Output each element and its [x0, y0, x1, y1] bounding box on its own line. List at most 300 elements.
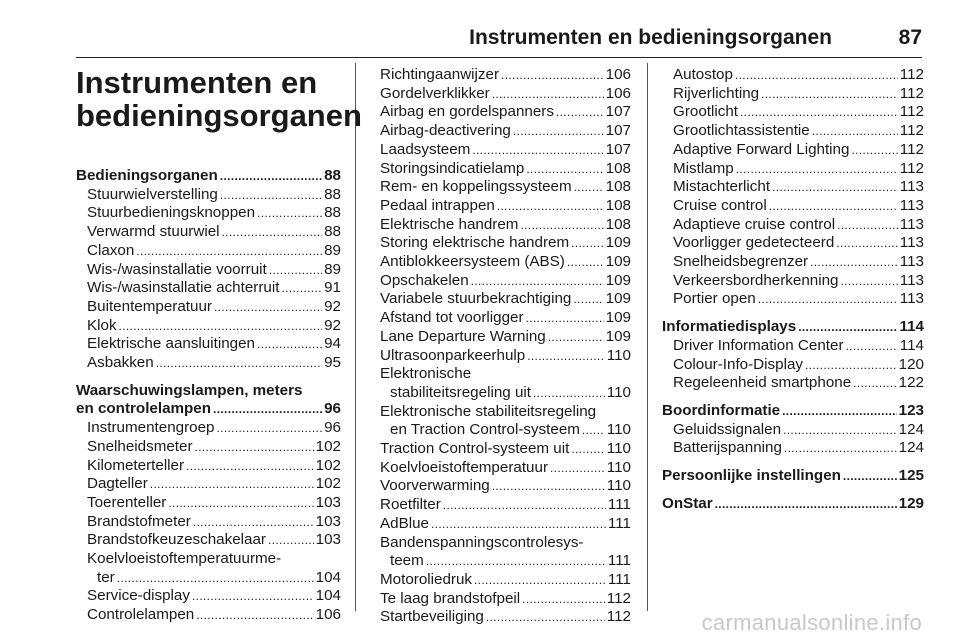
- column-divider: [355, 63, 356, 611]
- dot-leader: [846, 337, 898, 356]
- dot-leader: [474, 571, 606, 590]
- dot-leader: [548, 328, 604, 347]
- toc-entry-text: Te laag brandstofpeil: [380, 589, 521, 607]
- toc-page-number: 107: [605, 103, 631, 121]
- dot-leader: [798, 318, 897, 337]
- toc-entry-text: Waarschuwingslampen, meters: [76, 381, 303, 399]
- toc-entry[interactable]: [369, 103, 631, 122]
- toc-entry[interactable]: [369, 160, 631, 179]
- toc-page-number: 110: [606, 477, 631, 495]
- dot-leader: [220, 186, 322, 205]
- toc-entry-text: Grootlicht: [673, 103, 738, 121]
- dot-leader: [840, 272, 897, 291]
- dot-leader: [486, 608, 605, 627]
- toc-entry-text: Controlelampen: [87, 606, 195, 624]
- toc-entry[interactable]: [662, 272, 924, 291]
- dot-leader: [269, 261, 322, 280]
- toc-entry-text: Traction Control-systeem uit: [380, 440, 570, 458]
- toc-entry-text: Batterijspanning: [673, 439, 782, 457]
- toc-page-number: 111: [607, 496, 631, 514]
- toc-entry-text: Mistlamp: [673, 159, 734, 177]
- toc-page-number: 110: [606, 383, 631, 401]
- toc-entry-text: en Traction Control-systeem: [390, 421, 580, 439]
- toc-page-number: 113: [899, 290, 924, 308]
- toc-entry-text: Persoonlijke instellingen: [662, 467, 841, 485]
- dot-leader: [150, 475, 314, 494]
- toc-page-number: 109: [605, 234, 631, 252]
- toc-section[interactable]: [662, 402, 924, 421]
- toc-page-number: 89: [324, 260, 341, 278]
- dot-leader: [268, 531, 314, 550]
- dot-leader: [574, 178, 604, 197]
- toc-entry-text: Wis-/wasinstallatie voorruit: [87, 260, 267, 278]
- toc-page-number: 88: [324, 223, 341, 241]
- toc-entry[interactable]: [76, 204, 341, 223]
- toc-page-number: 106: [315, 606, 341, 624]
- dot-leader: [117, 569, 314, 588]
- toc-page-number: 114: [899, 336, 924, 354]
- toc-entry[interactable]: [369, 309, 631, 328]
- toc-entry[interactable]: [369, 85, 631, 104]
- toc-page-number: 113: [899, 253, 924, 271]
- toc-entry[interactable]: [369, 290, 631, 309]
- toc-page-number: 123: [898, 401, 924, 419]
- dot-leader: [257, 204, 322, 223]
- toc-page-number: 109: [605, 309, 631, 327]
- toc-entry-text: Afstand tot voorligger: [380, 309, 524, 327]
- dot-leader: [740, 103, 898, 122]
- toc-entry[interactable]: [662, 337, 924, 356]
- toc-entry-text: Variabele stuurbekrachtiging: [380, 290, 572, 308]
- toc-entry[interactable]: [662, 421, 924, 440]
- toc-entry-text: Rem- en koppelingssysteem: [380, 178, 572, 196]
- toc-entry[interactable]: [662, 216, 924, 235]
- toc-section[interactable]: [662, 318, 924, 337]
- toc-entry-text: Verwarmd stuurwiel: [87, 223, 220, 241]
- toc-entry-text: Voorligger gedetecteerd: [673, 234, 835, 252]
- dot-leader: [195, 438, 314, 457]
- dot-leader: [805, 356, 897, 375]
- toc-entry[interactable]: [76, 438, 341, 457]
- dot-leader: [217, 419, 323, 438]
- toc-entry-text: Richtingaanwijzer: [380, 66, 500, 83]
- toc-entry-text: Roetfilter: [380, 496, 441, 514]
- toc-entry[interactable]: [76, 223, 341, 242]
- dot-leader: [769, 197, 898, 216]
- toc-page-number: 112: [899, 122, 924, 140]
- toc-entry-text: Wis-/wasinstallatie achterruit: [87, 279, 280, 297]
- dot-leader: [843, 467, 897, 486]
- toc-section[interactable]: [662, 495, 924, 514]
- dot-leader: [213, 400, 322, 419]
- toc-page-number: 112: [899, 66, 924, 83]
- toc-entry-text: OnStar: [662, 494, 713, 512]
- toc-entry-text: Geluidssignalen: [673, 420, 782, 438]
- toc-entry-text: Klok: [87, 316, 117, 334]
- toc-entry-text: Boordinformatie: [662, 401, 781, 419]
- toc-entry[interactable]: [369, 365, 631, 402]
- toc-page-number: 112: [899, 159, 924, 177]
- watermark: carmanualsonline.info: [701, 610, 922, 635]
- dot-leader: [571, 234, 604, 253]
- toc-entry[interactable]: [662, 253, 924, 272]
- toc-entry-text: Asbakken: [87, 354, 154, 372]
- toc-page-number: 104: [315, 568, 341, 586]
- toc-entry[interactable]: [662, 234, 924, 253]
- dot-leader: [556, 103, 604, 122]
- toc-section[interactable]: [662, 467, 924, 486]
- toc-entry-text: Elektrische handrem: [380, 215, 519, 233]
- dot-leader: [784, 439, 897, 458]
- toc-page-number: 112: [899, 84, 924, 102]
- toc-entry[interactable]: [369, 253, 631, 272]
- toc-entry[interactable]: [76, 186, 341, 205]
- toc-entry-text: Grootlichtassistentie: [673, 122, 810, 140]
- toc-page-number: 109: [605, 290, 631, 308]
- dot-leader: [758, 290, 898, 309]
- toc-page-number: 124: [898, 420, 924, 438]
- toc-entry[interactable]: [369, 272, 631, 291]
- toc-page-number: 110: [606, 421, 631, 439]
- toc-entry-text: Voorverwarming: [380, 477, 490, 495]
- dot-leader: [526, 309, 604, 328]
- dot-leader: [513, 122, 604, 141]
- dot-leader: [527, 347, 605, 366]
- toc-page-number: 92: [324, 316, 341, 334]
- running-title: Instrumenten en bedieningsorganen: [469, 26, 832, 49]
- dot-leader: [281, 279, 322, 298]
- toc-entry-text: Airbag-deactivering: [380, 122, 511, 140]
- dot-leader: [853, 374, 896, 393]
- toc-entry[interactable]: [369, 459, 631, 478]
- toc-entry[interactable]: [662, 374, 924, 393]
- toc-entry[interactable]: [76, 606, 341, 625]
- dot-leader: [192, 587, 314, 606]
- toc-page-number: 120: [898, 355, 924, 373]
- toc-entry[interactable]: [76, 550, 341, 587]
- toc-page-number: 111: [607, 570, 631, 588]
- page-number: 87: [898, 26, 922, 49]
- toc-page-number: 113: [899, 215, 924, 233]
- toc-page-number: 113: [899, 234, 924, 252]
- toc-entry[interactable]: [76, 494, 341, 513]
- toc-section[interactable]: [76, 167, 341, 186]
- toc-page-number: 125: [898, 467, 924, 485]
- dot-leader: [772, 178, 898, 197]
- toc-entry[interactable]: [369, 122, 631, 141]
- dot-leader: [119, 317, 323, 336]
- toc-entry[interactable]: [369, 234, 631, 253]
- toc-entry[interactable]: [369, 66, 631, 85]
- toc-entry-text: Buitentemperatuur: [87, 297, 212, 315]
- toc-entry[interactable]: [76, 419, 341, 438]
- toc-entry[interactable]: [662, 178, 924, 197]
- toc-entry-text: Koelvloeistoftemperatuurme-: [87, 550, 282, 568]
- toc-entry-text: Adaptieve cruise control: [673, 215, 836, 233]
- toc-column-2: [369, 66, 631, 627]
- dot-leader: [526, 160, 603, 179]
- toc-entry-text: Informatiedisplays: [662, 318, 797, 336]
- dot-leader: [472, 141, 603, 160]
- toc-page-number: 103: [315, 512, 341, 530]
- toc-page-number: 113: [899, 178, 924, 196]
- toc-entry-text: Instrumentengroep: [87, 419, 215, 437]
- dot-leader: [783, 421, 897, 440]
- toc-entry[interactable]: [76, 242, 341, 261]
- toc-entry[interactable]: [369, 347, 631, 366]
- toc-entry-text: Storing elektrische handrem: [380, 234, 570, 252]
- toc-page-number: 102: [315, 475, 341, 493]
- dot-leader: [567, 253, 604, 272]
- dot-leader: [851, 141, 897, 160]
- toc-entry[interactable]: [76, 475, 341, 494]
- toc-entry-text: Bandenspanningscontrolesys-: [380, 533, 584, 551]
- dot-leader: [196, 606, 313, 625]
- toc-page-number: 112: [606, 589, 631, 607]
- chapter-title: Instrumenten en bedieningsorganen: [76, 65, 362, 133]
- toc-page-number: 108: [605, 196, 631, 214]
- toc-page-number: 103: [315, 531, 341, 549]
- dot-leader: [782, 402, 897, 421]
- toc-entry-text: Stuurbedieningsknoppen: [87, 204, 256, 222]
- toc-entry[interactable]: [369, 403, 631, 440]
- dot-leader: [761, 85, 898, 104]
- toc-entry-text: Gordelverklikker: [380, 84, 490, 102]
- dot-leader: [156, 354, 322, 373]
- toc-entry[interactable]: [76, 298, 341, 317]
- toc-entry-text: Lane Departure Warning: [380, 327, 546, 345]
- toc-page-number: 107: [605, 140, 631, 158]
- toc-entry[interactable]: [369, 477, 631, 496]
- toc-page-number: 88: [324, 204, 341, 222]
- toc-page-number: 102: [315, 437, 341, 455]
- toc-entry-text: Brandstofmeter: [87, 512, 191, 530]
- dot-leader: [571, 440, 604, 459]
- toc-entry[interactable]: [369, 197, 631, 216]
- toc-entry[interactable]: [369, 216, 631, 235]
- toc-entry-text: Service-display: [87, 587, 190, 605]
- toc-entry[interactable]: [369, 178, 631, 197]
- toc-entry-text: Claxon: [87, 241, 135, 259]
- toc-entry-text: Motoroliedruk: [380, 570, 473, 588]
- toc-entry[interactable]: [76, 457, 341, 476]
- toc-entry-text: Elektronische stabiliteitsregeling: [380, 402, 597, 420]
- dot-leader: [550, 459, 605, 478]
- toc-entry-text: Kilometerteller: [87, 456, 185, 474]
- toc-entry-text: Antiblokkeersysteem (ABS): [380, 253, 565, 271]
- toc-entry-text: Elektronische: [380, 365, 472, 383]
- dot-leader: [573, 290, 603, 309]
- dot-leader: [812, 122, 898, 141]
- toc-page-number: 110: [606, 458, 631, 476]
- toc-entry-text: ter: [97, 568, 115, 586]
- dot-leader: [522, 590, 605, 609]
- dot-leader: [836, 234, 898, 253]
- dot-leader: [193, 513, 314, 532]
- toc-page-number: 110: [606, 346, 631, 364]
- toc-page-number: 108: [605, 159, 631, 177]
- toc-entry-text: Storingsindicatielamp: [380, 159, 525, 177]
- toc-entry[interactable]: [76, 531, 341, 550]
- toc-entry[interactable]: [76, 261, 341, 280]
- toc-page-number: 111: [607, 552, 631, 570]
- toc-entry-text: AdBlue: [380, 514, 429, 532]
- toc-page-number: 111: [607, 514, 631, 532]
- toc-page-number: 108: [605, 178, 631, 196]
- toc-entry-text: Portier open: [673, 290, 756, 308]
- toc-section[interactable]: [76, 382, 341, 419]
- toc-entry-text: en controlelampen: [76, 400, 212, 418]
- toc-page-number: 108: [605, 215, 631, 233]
- toc-column-1: [76, 65, 362, 625]
- toc-entry[interactable]: [662, 439, 924, 458]
- toc-page-number: 124: [898, 439, 924, 457]
- toc-page-number: 92: [324, 297, 341, 315]
- dot-leader: [426, 552, 606, 571]
- toc-entry[interactable]: [662, 122, 924, 141]
- dot-leader: [492, 85, 604, 104]
- toc-page-number: 112: [606, 608, 631, 626]
- toc-entry[interactable]: [76, 279, 341, 298]
- dot-leader: [810, 253, 898, 272]
- toc-entry-text: Bedieningsorganen: [76, 167, 218, 184]
- toc-entry[interactable]: [662, 197, 924, 216]
- toc-entry-text: Autostop: [673, 66, 733, 83]
- toc-page-number: 102: [315, 456, 341, 474]
- toc-entry[interactable]: [662, 141, 924, 160]
- dot-leader: [501, 66, 604, 85]
- dot-leader: [520, 216, 603, 235]
- toc-entry[interactable]: [369, 141, 631, 160]
- dot-leader: [443, 496, 606, 515]
- toc-page-number: 91: [324, 279, 341, 297]
- toc-entry[interactable]: [369, 590, 631, 609]
- toc-page-number: 113: [899, 271, 924, 289]
- toc-entry[interactable]: [76, 513, 341, 532]
- toc-page-number: 103: [315, 493, 341, 511]
- toc-page-number: 112: [899, 103, 924, 121]
- dot-leader: [735, 66, 898, 85]
- toc-entry-text: Koelvloeistoftemperatuur: [380, 458, 548, 476]
- toc-page-number: 112: [899, 140, 924, 158]
- toc-entry-text: Mistachterlicht: [673, 178, 771, 196]
- toc-entry[interactable]: [369, 440, 631, 459]
- dot-leader: [168, 494, 313, 513]
- dot-leader: [533, 384, 605, 403]
- toc-page-number: 129: [898, 494, 924, 512]
- column-divider: [647, 63, 648, 611]
- toc-page-number: 104: [315, 587, 341, 605]
- toc-entry-text: Opschakelen: [380, 271, 469, 289]
- dot-leader: [136, 242, 322, 261]
- toc-entry[interactable]: [662, 290, 924, 309]
- toc-entry[interactable]: [369, 328, 631, 347]
- toc-entry[interactable]: [369, 608, 631, 627]
- dot-leader: [492, 477, 605, 496]
- toc-page-number: 122: [898, 374, 924, 392]
- toc-entry[interactable]: [369, 571, 631, 590]
- toc-page-number: 107: [605, 122, 631, 140]
- dot-leader: [222, 223, 323, 242]
- toc-entry-text: Toerenteller: [87, 493, 167, 511]
- dot-leader: [837, 216, 898, 235]
- toc-page-number: 88: [324, 167, 341, 184]
- toc-page-number: 95: [324, 354, 341, 372]
- header-rule: [76, 57, 922, 58]
- dot-leader: [220, 167, 322, 186]
- toc-entry[interactable]: [76, 335, 341, 354]
- toc-entry-text: Pedaal intrappen: [380, 196, 495, 214]
- toc-entry-text: Stuurwielverstelling: [87, 185, 218, 203]
- toc-page-number: 89: [324, 241, 341, 259]
- toc-page-number: 106: [605, 66, 631, 83]
- toc-entry-text: Brandstofkeuzeschakelaar: [87, 531, 266, 549]
- toc-entry-text: Ultrasoonparkeerhulp: [380, 346, 526, 364]
- toc-entry[interactable]: [369, 534, 631, 571]
- toc-page-number: 113: [899, 196, 924, 214]
- toc-entry[interactable]: [662, 160, 924, 179]
- dot-leader: [431, 515, 606, 534]
- toc-entry-text: Cruise control: [673, 196, 767, 214]
- toc-page-number: 109: [605, 327, 631, 345]
- toc-entry[interactable]: [76, 317, 341, 336]
- toc-page-number: 109: [605, 253, 631, 271]
- toc-page-number: 114: [899, 318, 924, 336]
- toc-entry-text: Colour-Info-Display: [673, 355, 803, 373]
- dot-leader: [582, 421, 605, 440]
- toc-entry[interactable]: [662, 356, 924, 375]
- toc-entry-text: Startbeveiliging: [380, 608, 484, 626]
- dot-leader: [257, 335, 322, 354]
- toc-entry-text: Snelheidsmeter: [87, 437, 193, 455]
- toc-page-number: 110: [606, 440, 631, 458]
- toc-entry[interactable]: [662, 85, 924, 104]
- toc-page-number: 94: [324, 335, 341, 353]
- dot-leader: [715, 495, 897, 514]
- toc-page-number: 96: [324, 419, 341, 437]
- dot-leader: [736, 160, 898, 179]
- toc-entry[interactable]: [76, 354, 341, 373]
- toc-entry[interactable]: [369, 496, 631, 515]
- toc-entry-text: Laadsysteem: [380, 140, 471, 158]
- toc-entry-text: Verkeersbordherkenning: [673, 271, 839, 289]
- toc-entry-text: stabiliteitsregeling uit: [390, 383, 531, 401]
- toc-entry[interactable]: [76, 587, 341, 606]
- dot-leader: [497, 197, 604, 216]
- dot-leader: [214, 298, 322, 317]
- toc-page-number: 96: [324, 400, 341, 418]
- toc-entry-text: Driver Information Center: [673, 336, 844, 354]
- toc-entry-text: teem: [390, 552, 424, 570]
- toc-page-number: 109: [605, 271, 631, 289]
- toc-entry-text: Airbag en gordelspanners: [380, 103, 554, 121]
- dot-leader: [186, 457, 314, 476]
- toc-entry-text: Elektrische aansluitingen: [87, 335, 256, 353]
- toc-entry-text: Regeleenheid smartphone: [673, 374, 852, 392]
- toc-entry[interactable]: [369, 515, 631, 534]
- toc-page-number: 88: [324, 185, 341, 203]
- toc-entry-text: Snelheidsbegrenzer: [673, 253, 809, 271]
- page-header: [0, 0, 960, 60]
- dot-leader: [471, 272, 604, 291]
- toc-entry-text: Dagteller: [87, 475, 148, 493]
- toc-entry-text: Rijverlichting: [673, 84, 760, 102]
- toc-entry-text: Adaptive Forward Lighting: [673, 140, 850, 158]
- toc-entry[interactable]: [662, 103, 924, 122]
- toc-entry[interactable]: [662, 66, 924, 85]
- toc-page-number: 106: [605, 84, 631, 102]
- toc-column-3: [662, 66, 924, 513]
